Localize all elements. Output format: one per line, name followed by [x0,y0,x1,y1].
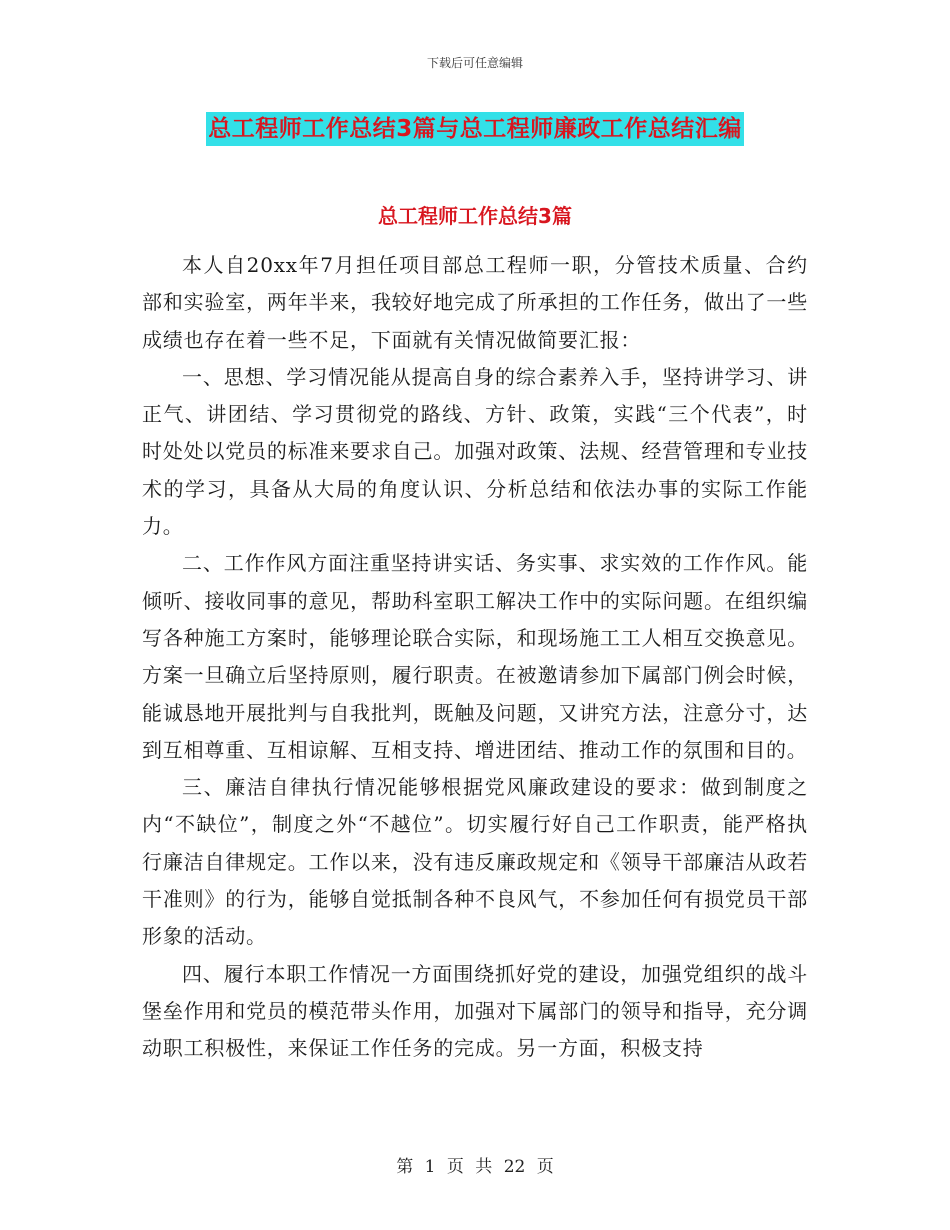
paragraph-integrity: 三、廉洁自律执行情况能够根据党风廉政建设的要求：做到制度之内“不缺位”，制度之外“不越位”。切实履行好自己工作职责，能严格执行廉洁自律规定。工作以来，没有违反廉政规定和《领导干部廉洁从政若干准则》的行为，能够自觉抵制各种不良风气，不参加任何有损党员干部形象的活动。 [142,775,808,949]
main-title [0,112,950,146]
body-text [142,247,808,1068]
paragraph-thought-study: 一、思想、学习情况能从提高自身的综合素养入手，坚持讲学习、讲正气、讲团结、学习贯彻党的路线、方针、政策，实践“三个代表”，时时处处以党员的标准来要求自己。加强对政策、法规、经营管理和专业技术的学习，具备从大局的角度认识、分析总结和依法办事的实际工作能力。 [142,364,808,539]
paragraph-duties: 四、履行本职工作情况一方面围绕抓好党的建设，加强党组织的战斗堡垒作用和党员的模范带头作用，加强对下属部门的领导和指导，充分调动职工积极性，来保证工作任务的完成。另一方面，积极支持 [142,961,808,1061]
paragraph-work-style: 二、工作作风方面注重坚持讲实话、务实事、求实效的工作作风。能倾听、接收同事的意见，帮助科室职工解决工作中的实际问题。在组织编写各种施工方案时，能够理论联合实际，和现场施工工人相互交换意见。方案一旦确立后坚持原则，履行职责。在被邀请参加下属部门例会时候，能诚恳地开展批判与自我批判，既触及问题，又讲究方法，注意分寸，达到互相尊重、互相谅解、互相支持、增进团结、推动工作的氛围和目的。 [142,551,808,762]
section-title: 总工程师工作总结3篇 [378,204,572,228]
main-title-text: 总工程师工作总结3篇与总工程师廉政工作总结汇编 [206,112,744,146]
header-note: 下载后可任意编辑 [426,56,523,70]
page-footer: 第 1 页 共 22 页 [396,1157,554,1177]
paragraph-intro: 本人自20xx年7月担任项目部总工程师一职，分管技术质量、合约部和实验室，两年半来，我较好地完成了所承担的工作任务，做出了一些成绩也存在着一些不足，下面就有关情况做简要汇报： [142,253,808,352]
